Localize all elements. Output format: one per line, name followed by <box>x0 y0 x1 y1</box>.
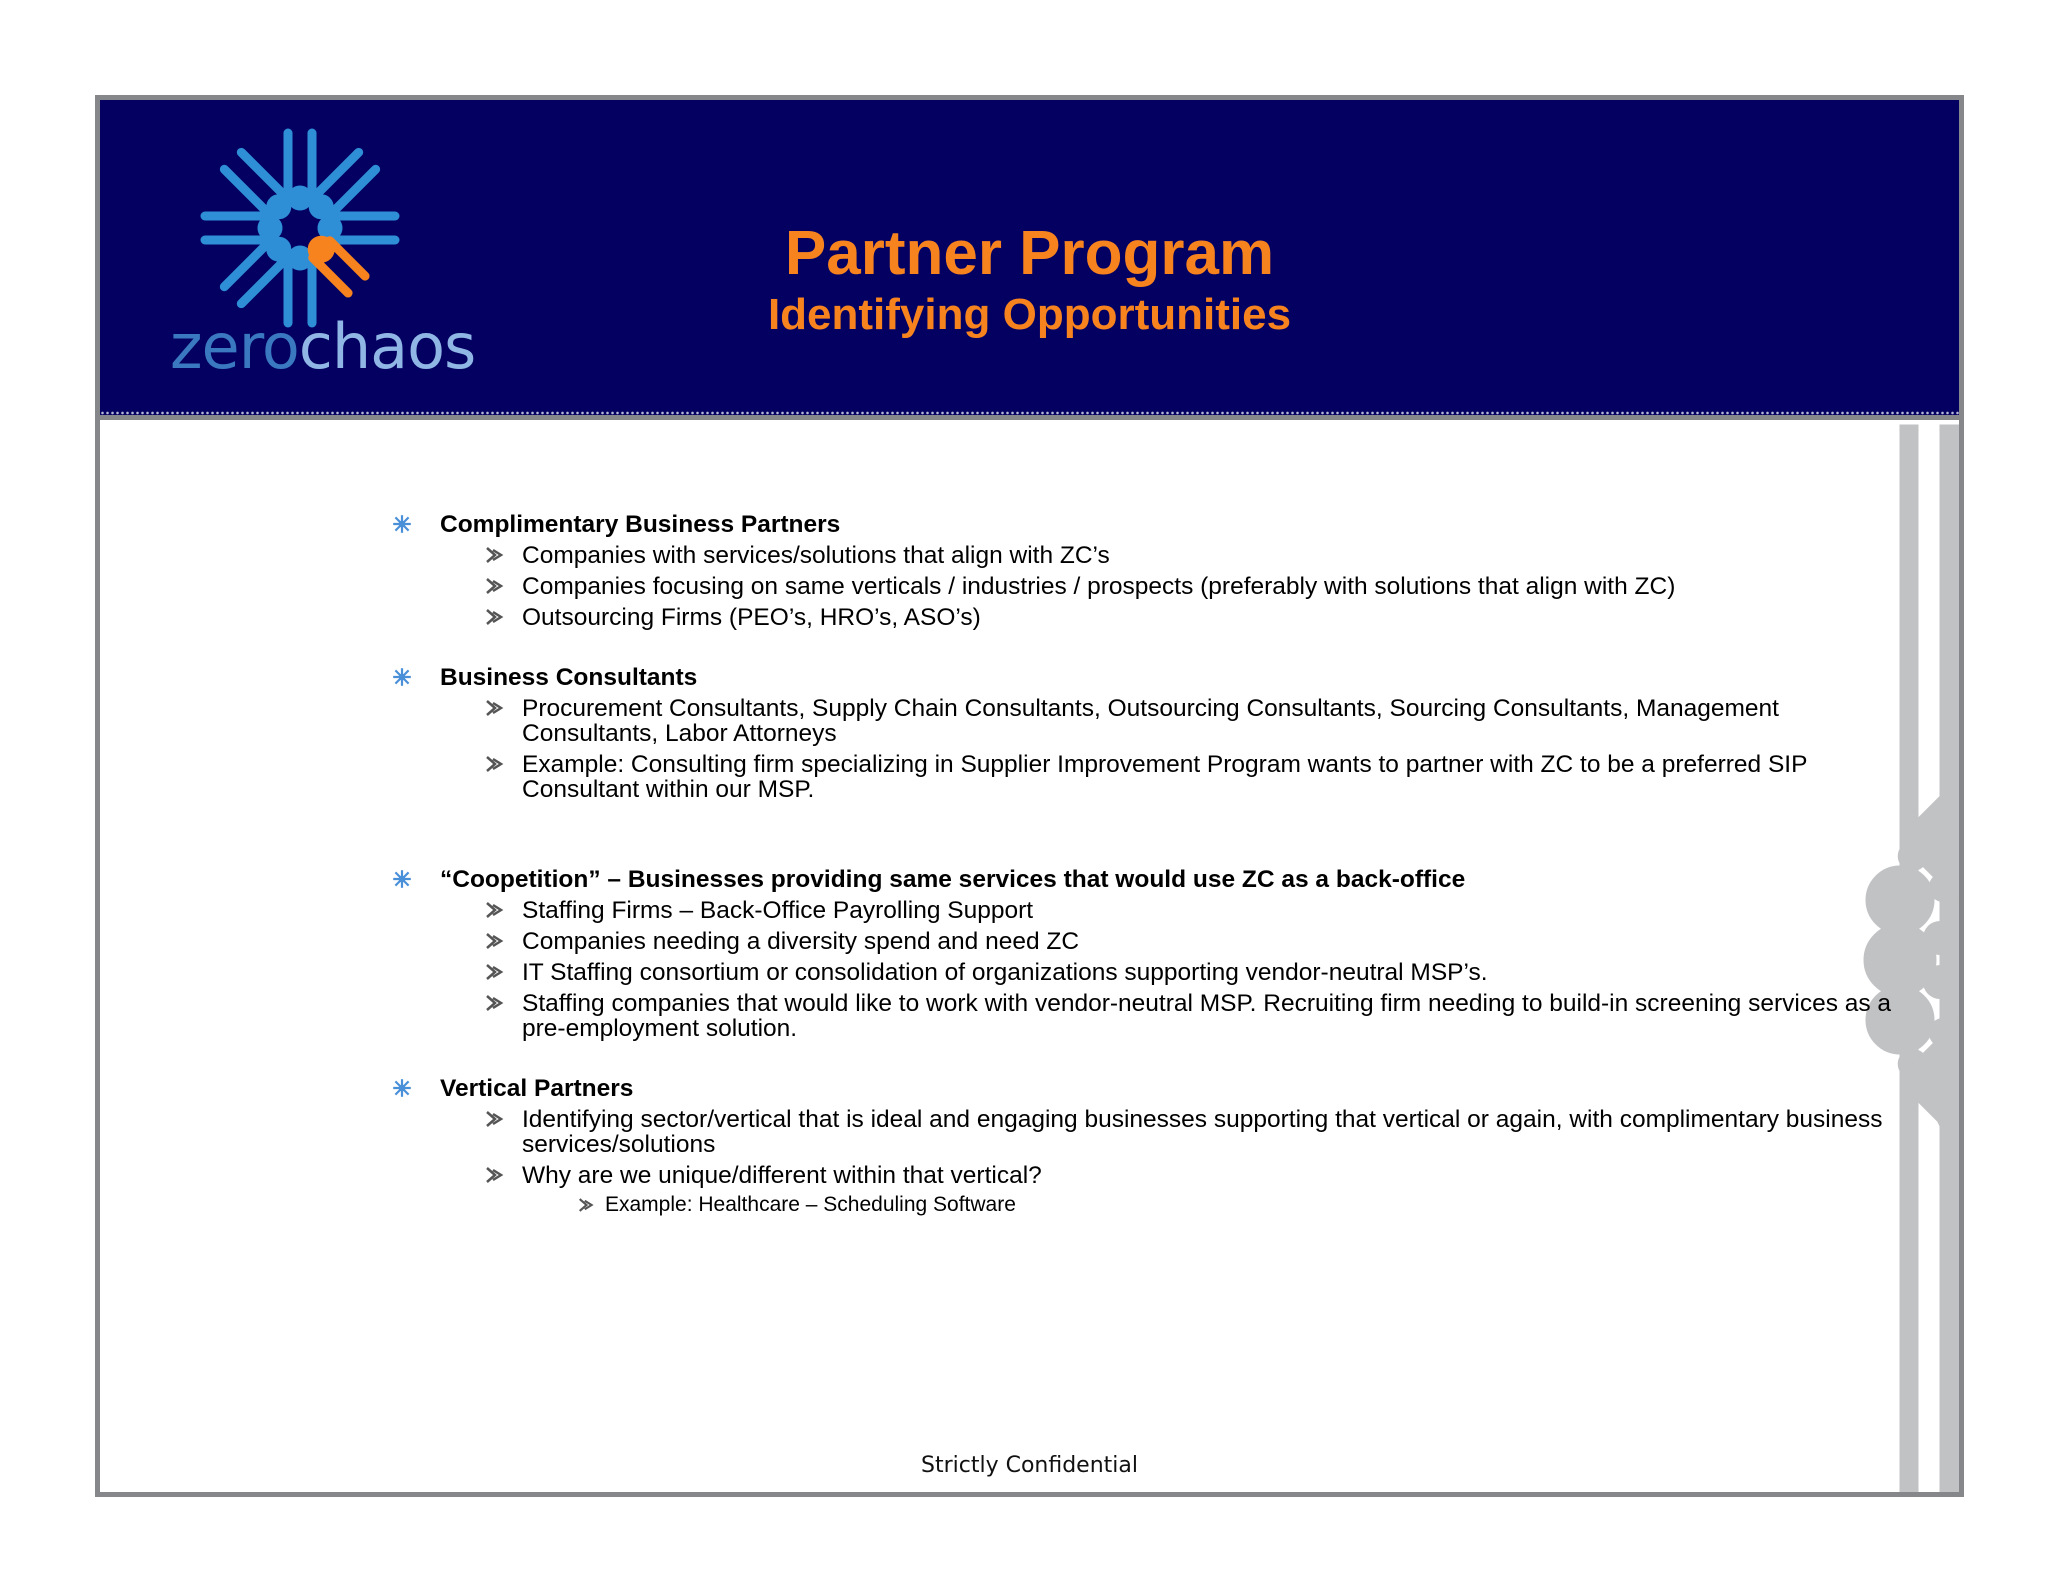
list-item: Identifying sector/vertical that is ideal and engaging businesses supporting that vertical or again, with complimentary business services/solutions <box>260 1104 1910 1160</box>
arrow-bullet-icon <box>485 1110 505 1128</box>
page-title: Partner Program <box>784 219 1275 288</box>
list-item: Companies needing a diversity spend and need ZC <box>260 926 1910 957</box>
bullet-content <box>260 510 1910 1219</box>
asterisk-star-icon <box>391 1077 413 1099</box>
section-heading: Business Consultants <box>260 663 1910 693</box>
footer-confidential: Strictly Confidential <box>921 1453 1138 1478</box>
arrow-bullet-icon <box>485 608 505 626</box>
list-item: IT Staffing consortium or consolidation of organizations supporting vendor-neutral MSP’s. <box>260 957 1910 988</box>
list-item: Why are we unique/different within that vertical? <box>260 1160 1910 1191</box>
zerochaos-logo-wordmark: zerochaos <box>170 310 476 383</box>
list-item: Procurement Consultants, Supply Chain Consultants, Outsourcing Consultants, Sourcing Consultants, Management Consultants, Labor Attorneys <box>260 693 1910 749</box>
sub-list-item: Example: Healthcare – Scheduling Software <box>260 1191 1910 1219</box>
list-item: Staffing Firms – Back-Office Payrolling Support <box>260 895 1910 926</box>
list-item: Outsourcing Firms (PEO’s, HRO’s, ASO’s) <box>260 602 1910 633</box>
arrow-bullet-icon <box>485 994 505 1012</box>
arrow-bullet-icon <box>485 546 505 564</box>
list-item: Companies with services/solutions that align with ZC’s <box>260 540 1910 571</box>
slide <box>95 95 1964 1497</box>
arrow-bullet-icon <box>485 577 505 595</box>
section-heading: “Coopetition” – Businesses providing same services that would use ZC as a back-office <box>260 865 1910 895</box>
arrow-bullet-icon <box>485 901 505 919</box>
list-item: Staffing companies that would like to work with vendor-neutral MSP. Recruiting firm needing to build-in screening services as a pre-employment solution. <box>260 988 1910 1044</box>
asterisk-star-icon <box>391 513 413 535</box>
page-subtitle: Identifying Opportunities <box>767 290 1292 339</box>
list-item: Companies focusing on same verticals / industries / prospects (preferably with solutions that align with ZC) <box>260 571 1910 602</box>
asterisk-star-icon <box>391 868 413 890</box>
section-heading: Vertical Partners <box>260 1074 1910 1104</box>
arrow-bullet-icon <box>485 1166 505 1184</box>
header-banner <box>100 100 1959 415</box>
list-item: Example: Consulting firm specializing in Supplier Improvement Program wants to partner with ZC to be a preferred SIP Consultant within our MSP. <box>260 749 1910 805</box>
arrow-bullet-icon <box>485 963 505 981</box>
arrow-bullet-icon <box>578 1197 595 1213</box>
arrow-bullet-icon <box>485 932 505 950</box>
arrow-bullet-icon <box>485 699 505 717</box>
section-heading: Complimentary Business Partners <box>260 510 1910 540</box>
arrow-bullet-icon <box>485 755 505 773</box>
asterisk-star-icon <box>391 666 413 688</box>
